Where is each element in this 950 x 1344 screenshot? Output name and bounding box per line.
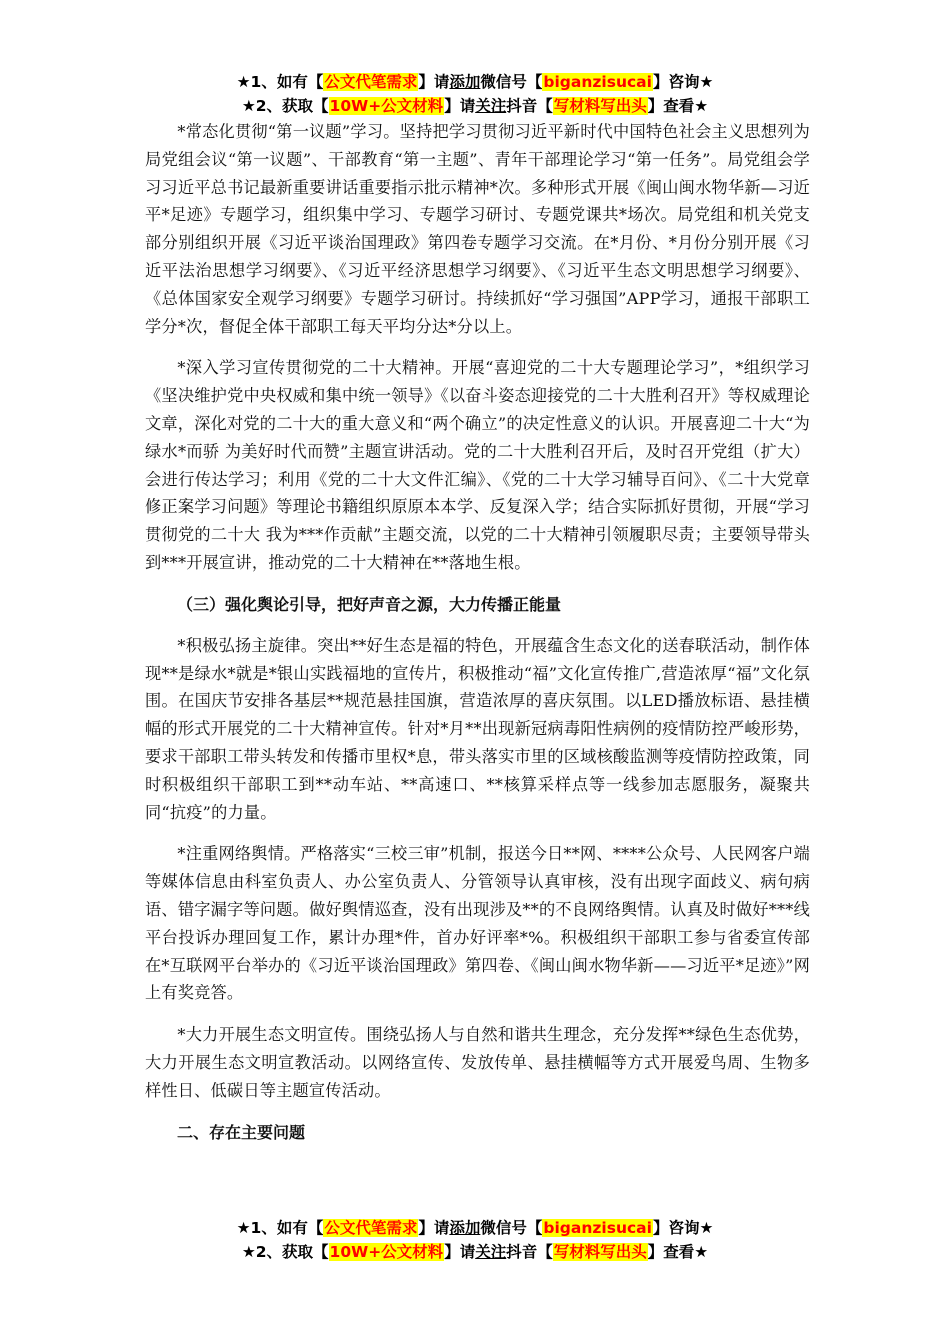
promo-line-2 xyxy=(0,94,950,118)
promo-line-1 xyxy=(0,70,950,94)
promo-highlight: 公文代笔需求 xyxy=(324,1219,418,1237)
section-heading: （三）强化舆论引导，把好声音之源，大力传播正能量 xyxy=(177,594,562,614)
promo-highlight: 写材料写出头 xyxy=(553,97,647,115)
promo-text: 】咨询★ xyxy=(652,1219,714,1237)
promo-highlight: 10W+公文材料 xyxy=(329,1243,444,1261)
promo-text: ★1、如有【 xyxy=(236,1219,324,1237)
promo-text: ★2、获取【 xyxy=(241,97,329,115)
paragraph: *大力开展生态文明宣传。围绕弘扬人与自然和谐共生理念，充分发挥**绿色生态优势，大力开展生态文明宣教活动。以网络宣传、发放传单、悬挂横幅等方式开展爱鸟周、生物多样性日、低碳日等主题宣传活动。 xyxy=(145,1025,810,1100)
promo-text: 】请 xyxy=(418,1219,450,1237)
promo-highlight: biganzisucai xyxy=(543,1219,652,1237)
promo-text: 抖音【 xyxy=(506,1243,553,1261)
promo-text: 微信号【 xyxy=(480,1219,543,1237)
promo-banner-bottom xyxy=(0,1216,950,1264)
promo-underlined: 添加 xyxy=(449,1219,481,1237)
promo-text: 】请 xyxy=(418,73,450,91)
promo-text: ★1、如有【 xyxy=(236,73,324,91)
promo-highlight: 写材料写出头 xyxy=(553,1243,647,1261)
promo-line-2 xyxy=(0,1240,950,1264)
promo-text: 】查看★ xyxy=(647,97,709,115)
promo-underlined: 添加 xyxy=(449,73,481,91)
promo-text: 】请 xyxy=(444,97,476,115)
promo-underlined: 关注 xyxy=(475,97,507,115)
paragraph: *常态化贯彻“第一议题”学习。坚持把学习贯彻习近平新时代中国特色社会主义思想列为局党组会议“第一议题”、干部教育“第一主题”、青年干部理论学习“第一任务”。局党组会学习习近平总书记最新重要讲话重要指示批示精神*次。多种形式开展《闽山闽水物华新—习近平*足迹》专题学习，组织集中学习、专题学习研讨、专题党课共*场次。局党组和机关党支部分别组织开展《习近平谈治国理政》第四卷专题学习交流。在*月份、*月份分别开展《习近平法治思想学习纲要》、《习近平经济思想学习纲要》、《习近平生态文明思想学习纲要》、《总体国家安全观学习纲要》专题学习研讨。持续抓好“学习强国”APP学习，通报干部职工学分*次，督促全体干部职工每天平均分达*分以上。 xyxy=(145,122,810,336)
promo-banner-top xyxy=(0,70,950,118)
promo-highlight: biganzisucai xyxy=(543,73,652,91)
promo-highlight: 10W+公文材料 xyxy=(329,97,444,115)
paragraph: *注重网络舆情。严格落实“三校三审”机制，报送今日**网、****公众号、人民网客户端等媒体信息由科室负责人、办公室负责人、分管领导认真审核，没有出现字面歧义、病句病语、错字漏字等问题。做好舆情巡查，没有出现涉及**的不良网络舆情。认真及时做好***线平台投诉办理回复工作，累计办理*件，首办好评率*%。积极组织干部职工参与省委宣传部在*互联网平台举办的《习近平谈治国理政》第四卷、《闽山闽水物华新——习近平*足迹》”网上有奖竞答。 xyxy=(145,844,810,1003)
promo-highlight: 公文代笔需求 xyxy=(324,73,418,91)
paragraph: *积极弘扬主旋律。突出**好生态是福的特色，开展蕴含生态文化的送春联活动，制作体现**是绿水*就是*银山实践福地的宣传片，积极推动“福”文化宣传推广,营造浓厚“福”文化氛围。在国庆节安排各基层**规范悬挂国旗，营造浓厚的喜庆氛围。以LED播放标语、悬挂横幅的形式开展党的二十大精神宣传。针对*月**出现新冠病毒阳性病例的疫情防控严峻形势，要求干部职工带头转发和传播市里权*息，带头落实市里的区域核酸监测等疫情防控政策，同时积极组织干部职工到**动车站、**高速口、**核算采样点等一线参加志愿服务，凝聚共同“抗疫”的力量。 xyxy=(145,635,810,822)
promo-underlined: 关注 xyxy=(475,1243,507,1261)
document-body xyxy=(145,118,810,1160)
promo-text: 抖音【 xyxy=(506,97,553,115)
promo-text: 】咨询★ xyxy=(652,73,714,91)
promo-text: ★2、获取【 xyxy=(241,1243,329,1261)
promo-text: 】查看★ xyxy=(647,1243,709,1261)
promo-line-1 xyxy=(0,1216,950,1240)
promo-text: 】请 xyxy=(444,1243,476,1261)
promo-text: 微信号【 xyxy=(480,73,543,91)
section-heading: 二、存在主要问题 xyxy=(177,1122,306,1142)
paragraph: *深入学习宣传贯彻党的二十大精神。开展“喜迎党的二十大专题理论学习”，*组织学习《坚决维护党中央权威和集中统一领导》《以奋斗姿态迎接党的二十大胜利召开》等权威理论文章，深化对党的二十大的重大意义和“两个确立”的决定性意义的认识。开展喜迎二十大“为绿水*而骄 为美好时代而赞”主题宣讲活动。党的二十大胜利召开后，及时召开党组（扩大）会进行传达学习；利用《党的二十大文件汇编》、《党的二十大学习辅导百问》、《二十大党章修正案学习问题》等理论书籍组织原原本本学、反复深入学；结合实际抓好贯彻，开展“学习贯彻党的二十大 我为***作贡献”主题交流，以党的二十大精神引领履职尽责；主要领导带头到***开展宣讲，推动党的二十大精神在**落地生根。 xyxy=(145,358,810,572)
